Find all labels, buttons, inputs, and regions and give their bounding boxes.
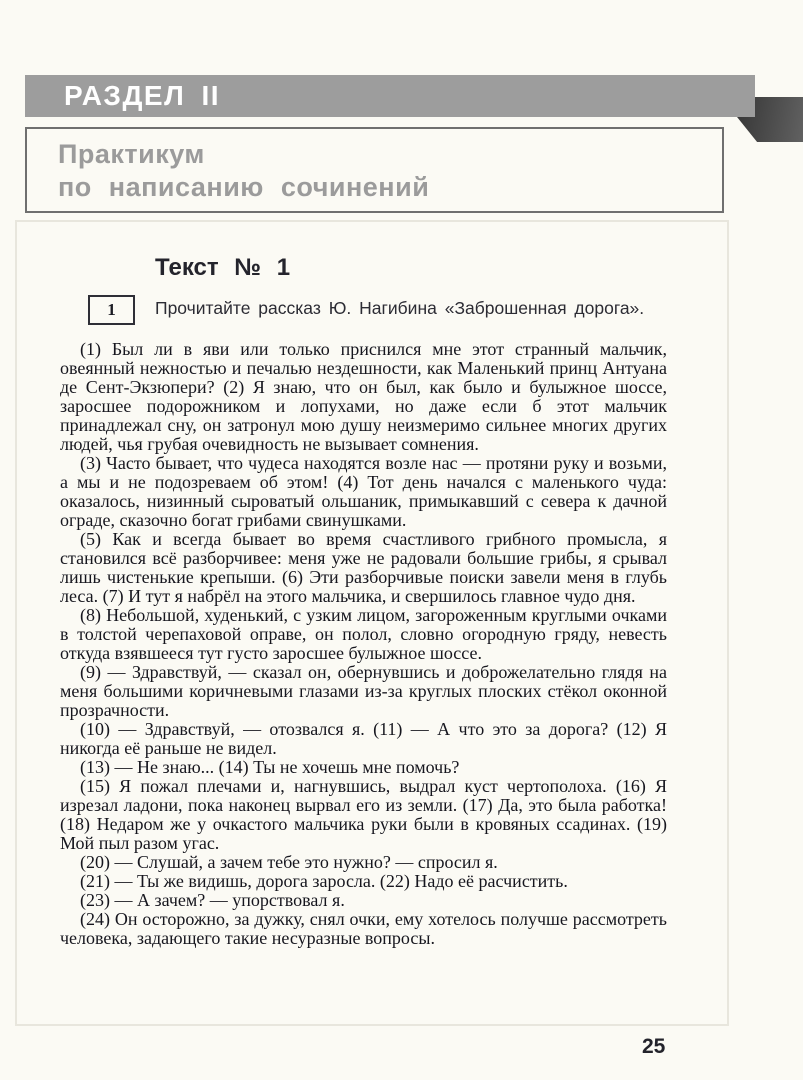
story-text bbox=[60, 340, 667, 948]
story-paragraph: (24) Он осторожно, за дужку, снял очки, ему хотелось получше рассмотреть человека, задающего такие несуразные вопросы. bbox=[60, 909, 667, 948]
story-paragraph: (20) — Слушай, а зачем тебе это нужно? — спросил я. bbox=[80, 852, 498, 872]
page-number: 25 bbox=[642, 1035, 666, 1058]
task-number-box bbox=[88, 295, 135, 325]
story-paragraph: (8) Небольшой, худенький, с узким лицом, загороженным круглыми очками в толстой черепаховой оправе, он полол, словно огородную гряду, невесть откуда взявшееся тут густо заросшее булыжное шоссе. bbox=[60, 605, 667, 663]
story-paragraph: (23) — А зачем? — упорствовал я. bbox=[80, 890, 345, 910]
subtitle-line-2: по написанию сочинений bbox=[58, 172, 430, 202]
task-number: 1 bbox=[107, 300, 116, 319]
story-paragraph: (3) Часто бывает, что чудеса находятся возле нас — протяни руку и возьми, а мы и не подозреваем об этом! (4) Тот день начался с маленького чуда: оказалось, низинный сыроватый ольшаник, примыкавший с севера к дачной ограде, сказочно богат грибами свинушками. bbox=[60, 453, 667, 530]
story-paragraph: (13) — Не знаю... (14) Ты не хочешь мне помочь? bbox=[80, 757, 460, 777]
story-paragraph: (21) — Ты же видишь, дорога заросла. (22) Надо её расчистить. bbox=[80, 871, 568, 891]
section-banner bbox=[25, 75, 755, 117]
section-banner-title: РАЗДЕЛ II bbox=[64, 80, 221, 111]
task-instruction: Прочитайте рассказ Ю. Нагибина «Заброшенная дорога». bbox=[155, 298, 645, 318]
story-paragraph: (10) — Здравствуй, — отозвался я. (11) — А что это за дорога? (12) Я никогда её раньше не видел. bbox=[60, 719, 667, 758]
subtitle-line-1: Практикум bbox=[58, 139, 205, 169]
story-paragraph: (15) Я пожал плечами и, нагнувшись, выдрал куст чертополоха. (16) Я изрезал ладони, пока наконец вырвал его из земли. (17) Да, это была работка! (18) Недаром же у очкастого мальчика руки были в кровяных ссадинах. (19) Мой пыл разом угас. bbox=[60, 776, 667, 853]
subtitle-box bbox=[25, 127, 724, 213]
story-paragraph: (5) Как и всегда бывает во время счастливого грибного промысла, я становился всё разборчивее: меня уже не радовали большие грибы, я срывал лишь чистенькие крепыши. (6) Эти разборчивые поиски завели меня в глубь леса. (7) И тут я набрёл на этого мальчика, и свершилось главное чудо дня. bbox=[60, 529, 667, 606]
story-paragraph: (9) — Здравствуй, — сказал он, обернувшись и доброжелательно глядя на меня большими коричневыми глазами из-за круглых плоских стёкол оконной прозрачности. bbox=[60, 662, 667, 720]
text-heading: Текст № 1 bbox=[155, 254, 291, 281]
story-paragraph: (1) Был ли в яви или только приснился мне этот странный мальчик, овеянный нежностью и печалью нездешности, как Маленький принц Антуана де Сент-Экзюпери? (2) Я знаю, что он был, как было и булыжное шоссе, заросшее подорожником и лопухами, но даже если б этот мальчик принадлежал сну, он затронул мою душу неизмеримо сильнее многих других людей, чья грубая очевидность не вызывает сомнения. bbox=[60, 339, 667, 454]
